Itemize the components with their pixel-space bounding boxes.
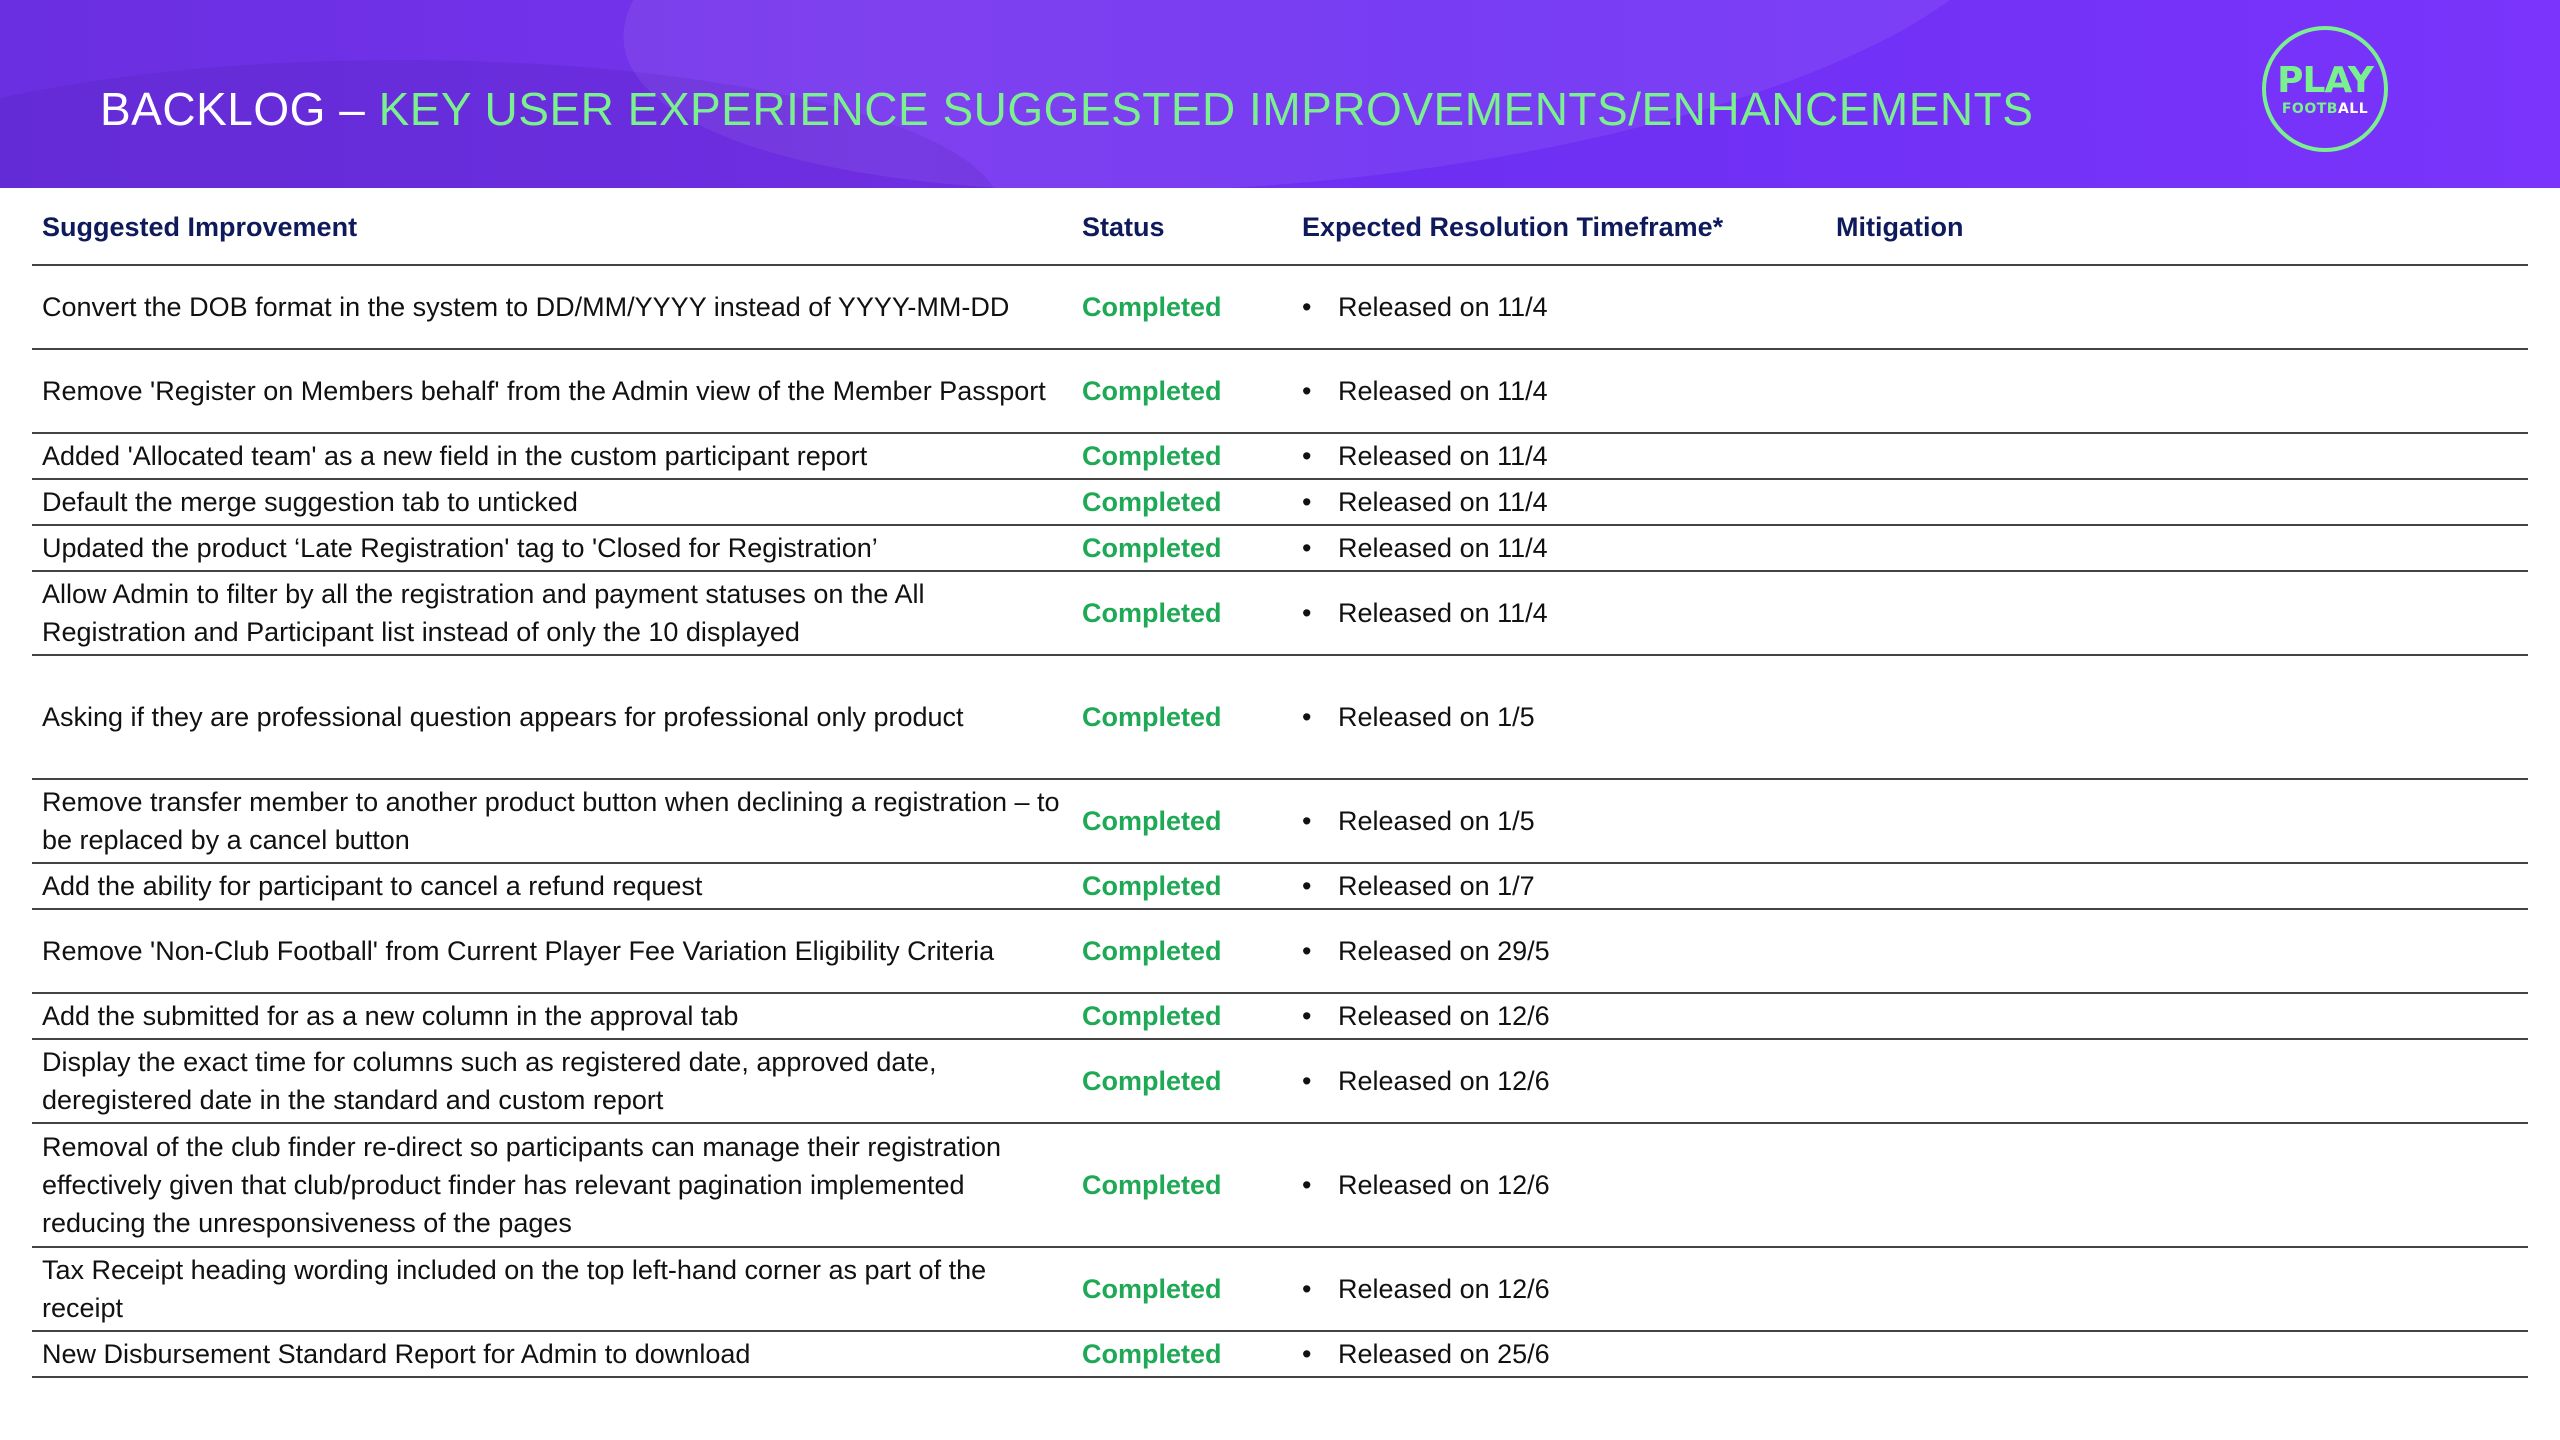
cell-mitigation [1826, 1039, 2528, 1123]
cell-improvement: Remove 'Non-Club Football' from Current Player Fee Variation Eligibility Criteria [32, 909, 1072, 993]
bullet-icon: • [1302, 1066, 1312, 1096]
logo-text-bottom [2282, 102, 2368, 116]
cell-improvement: Add the submitted for as a new column in the approval tab [32, 993, 1072, 1039]
cell-resolution [1292, 349, 1826, 433]
cell-mitigation [1826, 525, 2528, 571]
table-header-row [32, 196, 2528, 265]
table-row [32, 349, 2528, 433]
resolution-text: Released on 11/4 [1338, 441, 1548, 471]
table-row [32, 525, 2528, 571]
cell-mitigation [1826, 655, 2528, 779]
table-row [32, 571, 2528, 655]
cell-resolution [1292, 993, 1826, 1039]
bullet-icon: • [1302, 936, 1312, 966]
column-header-mitigation: Mitigation [1826, 196, 2528, 265]
logo-text-bottom-a: FOOTB [2281, 100, 2338, 117]
resolution-text: Released on 29/5 [1338, 936, 1550, 966]
resolution-text: Released on 25/6 [1338, 1339, 1550, 1369]
status-badge: Completed [1072, 1123, 1292, 1247]
header-banner [0, 0, 2560, 188]
bullet-icon: • [1302, 1274, 1312, 1304]
cell-resolution [1292, 655, 1826, 779]
table-row [32, 1123, 2528, 1247]
status-badge: Completed [1072, 1247, 1292, 1331]
cell-resolution [1292, 433, 1826, 479]
cell-resolution [1292, 1039, 1826, 1123]
table-row [32, 863, 2528, 909]
resolution-text: Released on 12/6 [1338, 1170, 1550, 1200]
cell-improvement: Allow Admin to filter by all the registration and payment statuses on the All Registration and Participant list instead of only the 10 displayed [32, 571, 1072, 655]
table-row [32, 1039, 2528, 1123]
cell-mitigation [1826, 863, 2528, 909]
resolution-text: Released on 11/4 [1338, 376, 1548, 406]
cell-improvement: Removal of the club finder re-direct so participants can manage their registration effectively given that club/product finder has relevant pagination implemented reducing the unresponsiveness of the pages [32, 1123, 1072, 1247]
resolution-text: Released on 11/4 [1338, 292, 1548, 322]
cell-improvement: Added 'Allocated team' as a new field in the custom participant report [32, 433, 1072, 479]
cell-resolution [1292, 525, 1826, 571]
cell-mitigation [1826, 1123, 2528, 1247]
logo-text-bottom-b: ALL [2337, 100, 2369, 117]
title-main: KEY USER EXPERIENCE SUGGESTED IMPROVEMENTS/ENHANCEMENTS [378, 83, 2034, 135]
status-badge: Completed [1072, 525, 1292, 571]
bullet-icon: • [1302, 1339, 1312, 1369]
cell-resolution [1292, 909, 1826, 993]
cell-resolution [1292, 863, 1826, 909]
status-badge: Completed [1072, 779, 1292, 863]
cell-resolution [1292, 1331, 1826, 1377]
cell-mitigation [1826, 909, 2528, 993]
cell-resolution [1292, 779, 1826, 863]
status-badge: Completed [1072, 349, 1292, 433]
backlog-table [32, 196, 2528, 1378]
bullet-icon: • [1302, 871, 1312, 901]
play-football-logo [2262, 26, 2388, 152]
cell-improvement: Convert the DOB format in the system to DD/MM/YYYY instead of YYYY-MM-DD [32, 265, 1072, 349]
column-header-improvement: Suggested Improvement [32, 196, 1072, 265]
table-row [32, 909, 2528, 993]
cell-mitigation [1826, 571, 2528, 655]
resolution-text: Released on 1/7 [1338, 871, 1535, 901]
bullet-icon: • [1302, 1001, 1312, 1031]
table-row [32, 1331, 2528, 1377]
status-badge: Completed [1072, 1331, 1292, 1377]
table-row [32, 779, 2528, 863]
status-badge: Completed [1072, 265, 1292, 349]
status-badge: Completed [1072, 909, 1292, 993]
title-prefix: BACKLOG – [100, 83, 379, 135]
cell-mitigation [1826, 993, 2528, 1039]
resolution-text: Released on 1/5 [1338, 702, 1535, 732]
bullet-icon: • [1302, 702, 1312, 732]
cell-resolution [1292, 265, 1826, 349]
status-badge: Completed [1072, 655, 1292, 779]
table-row [32, 433, 2528, 479]
cell-mitigation [1826, 265, 2528, 349]
cell-improvement: Tax Receipt heading wording included on the top left-hand corner as part of the receipt [32, 1247, 1072, 1331]
cell-mitigation [1826, 779, 2528, 863]
status-badge: Completed [1072, 571, 1292, 655]
cell-resolution [1292, 479, 1826, 525]
logo-text-top: PLAY [2277, 59, 2373, 101]
resolution-text: Released on 11/4 [1338, 598, 1548, 628]
cell-improvement: Add the ability for participant to cancel a refund request [32, 863, 1072, 909]
table-row [32, 1247, 2528, 1331]
cell-improvement: Asking if they are professional question appears for professional only product [32, 655, 1072, 779]
cell-improvement: Remove transfer member to another product button when declining a registration – to be replaced by a cancel button [32, 779, 1072, 863]
resolution-text: Released on 12/6 [1338, 1274, 1550, 1304]
column-header-status: Status [1072, 196, 1292, 265]
status-badge: Completed [1072, 993, 1292, 1039]
bullet-icon: • [1302, 487, 1312, 517]
cell-resolution [1292, 571, 1826, 655]
resolution-text: Released on 1/5 [1338, 806, 1535, 836]
bullet-icon: • [1302, 292, 1312, 322]
bullet-icon: • [1302, 533, 1312, 563]
cell-improvement: Updated the product ‘Late Registration' tag to 'Closed for Registration’ [32, 525, 1072, 571]
status-badge: Completed [1072, 433, 1292, 479]
resolution-text: Released on 12/6 [1338, 1001, 1550, 1031]
table-body [32, 265, 2528, 1377]
table-row [32, 265, 2528, 349]
cell-resolution [1292, 1247, 1826, 1331]
resolution-text: Released on 11/4 [1338, 487, 1548, 517]
cell-mitigation [1826, 1247, 2528, 1331]
column-header-resolution: Expected Resolution Timeframe* [1292, 196, 1826, 265]
cell-mitigation [1826, 349, 2528, 433]
resolution-text: Released on 12/6 [1338, 1066, 1550, 1096]
cell-improvement: New Disbursement Standard Report for Admin to download [32, 1331, 1072, 1377]
status-badge: Completed [1072, 863, 1292, 909]
bullet-icon: • [1302, 441, 1312, 471]
bullet-icon: • [1302, 1170, 1312, 1200]
resolution-text: Released on 11/4 [1338, 533, 1548, 563]
table-row [32, 479, 2528, 525]
status-badge: Completed [1072, 1039, 1292, 1123]
cell-mitigation [1826, 1331, 2528, 1377]
table-row [32, 655, 2528, 779]
status-badge: Completed [1072, 479, 1292, 525]
bullet-icon: • [1302, 376, 1312, 406]
bullet-icon: • [1302, 806, 1312, 836]
cell-improvement: Remove 'Register on Members behalf' from the Admin view of the Member Passport [32, 349, 1072, 433]
table-row [32, 993, 2528, 1039]
cell-improvement: Display the exact time for columns such as registered date, approved date, deregistered date in the standard and custom report [32, 1039, 1072, 1123]
cell-mitigation [1826, 433, 2528, 479]
cell-resolution [1292, 1123, 1826, 1247]
cell-mitigation [1826, 479, 2528, 525]
bullet-icon: • [1302, 598, 1312, 628]
cell-improvement: Default the merge suggestion tab to unticked [32, 479, 1072, 525]
page-title [100, 82, 2033, 137]
